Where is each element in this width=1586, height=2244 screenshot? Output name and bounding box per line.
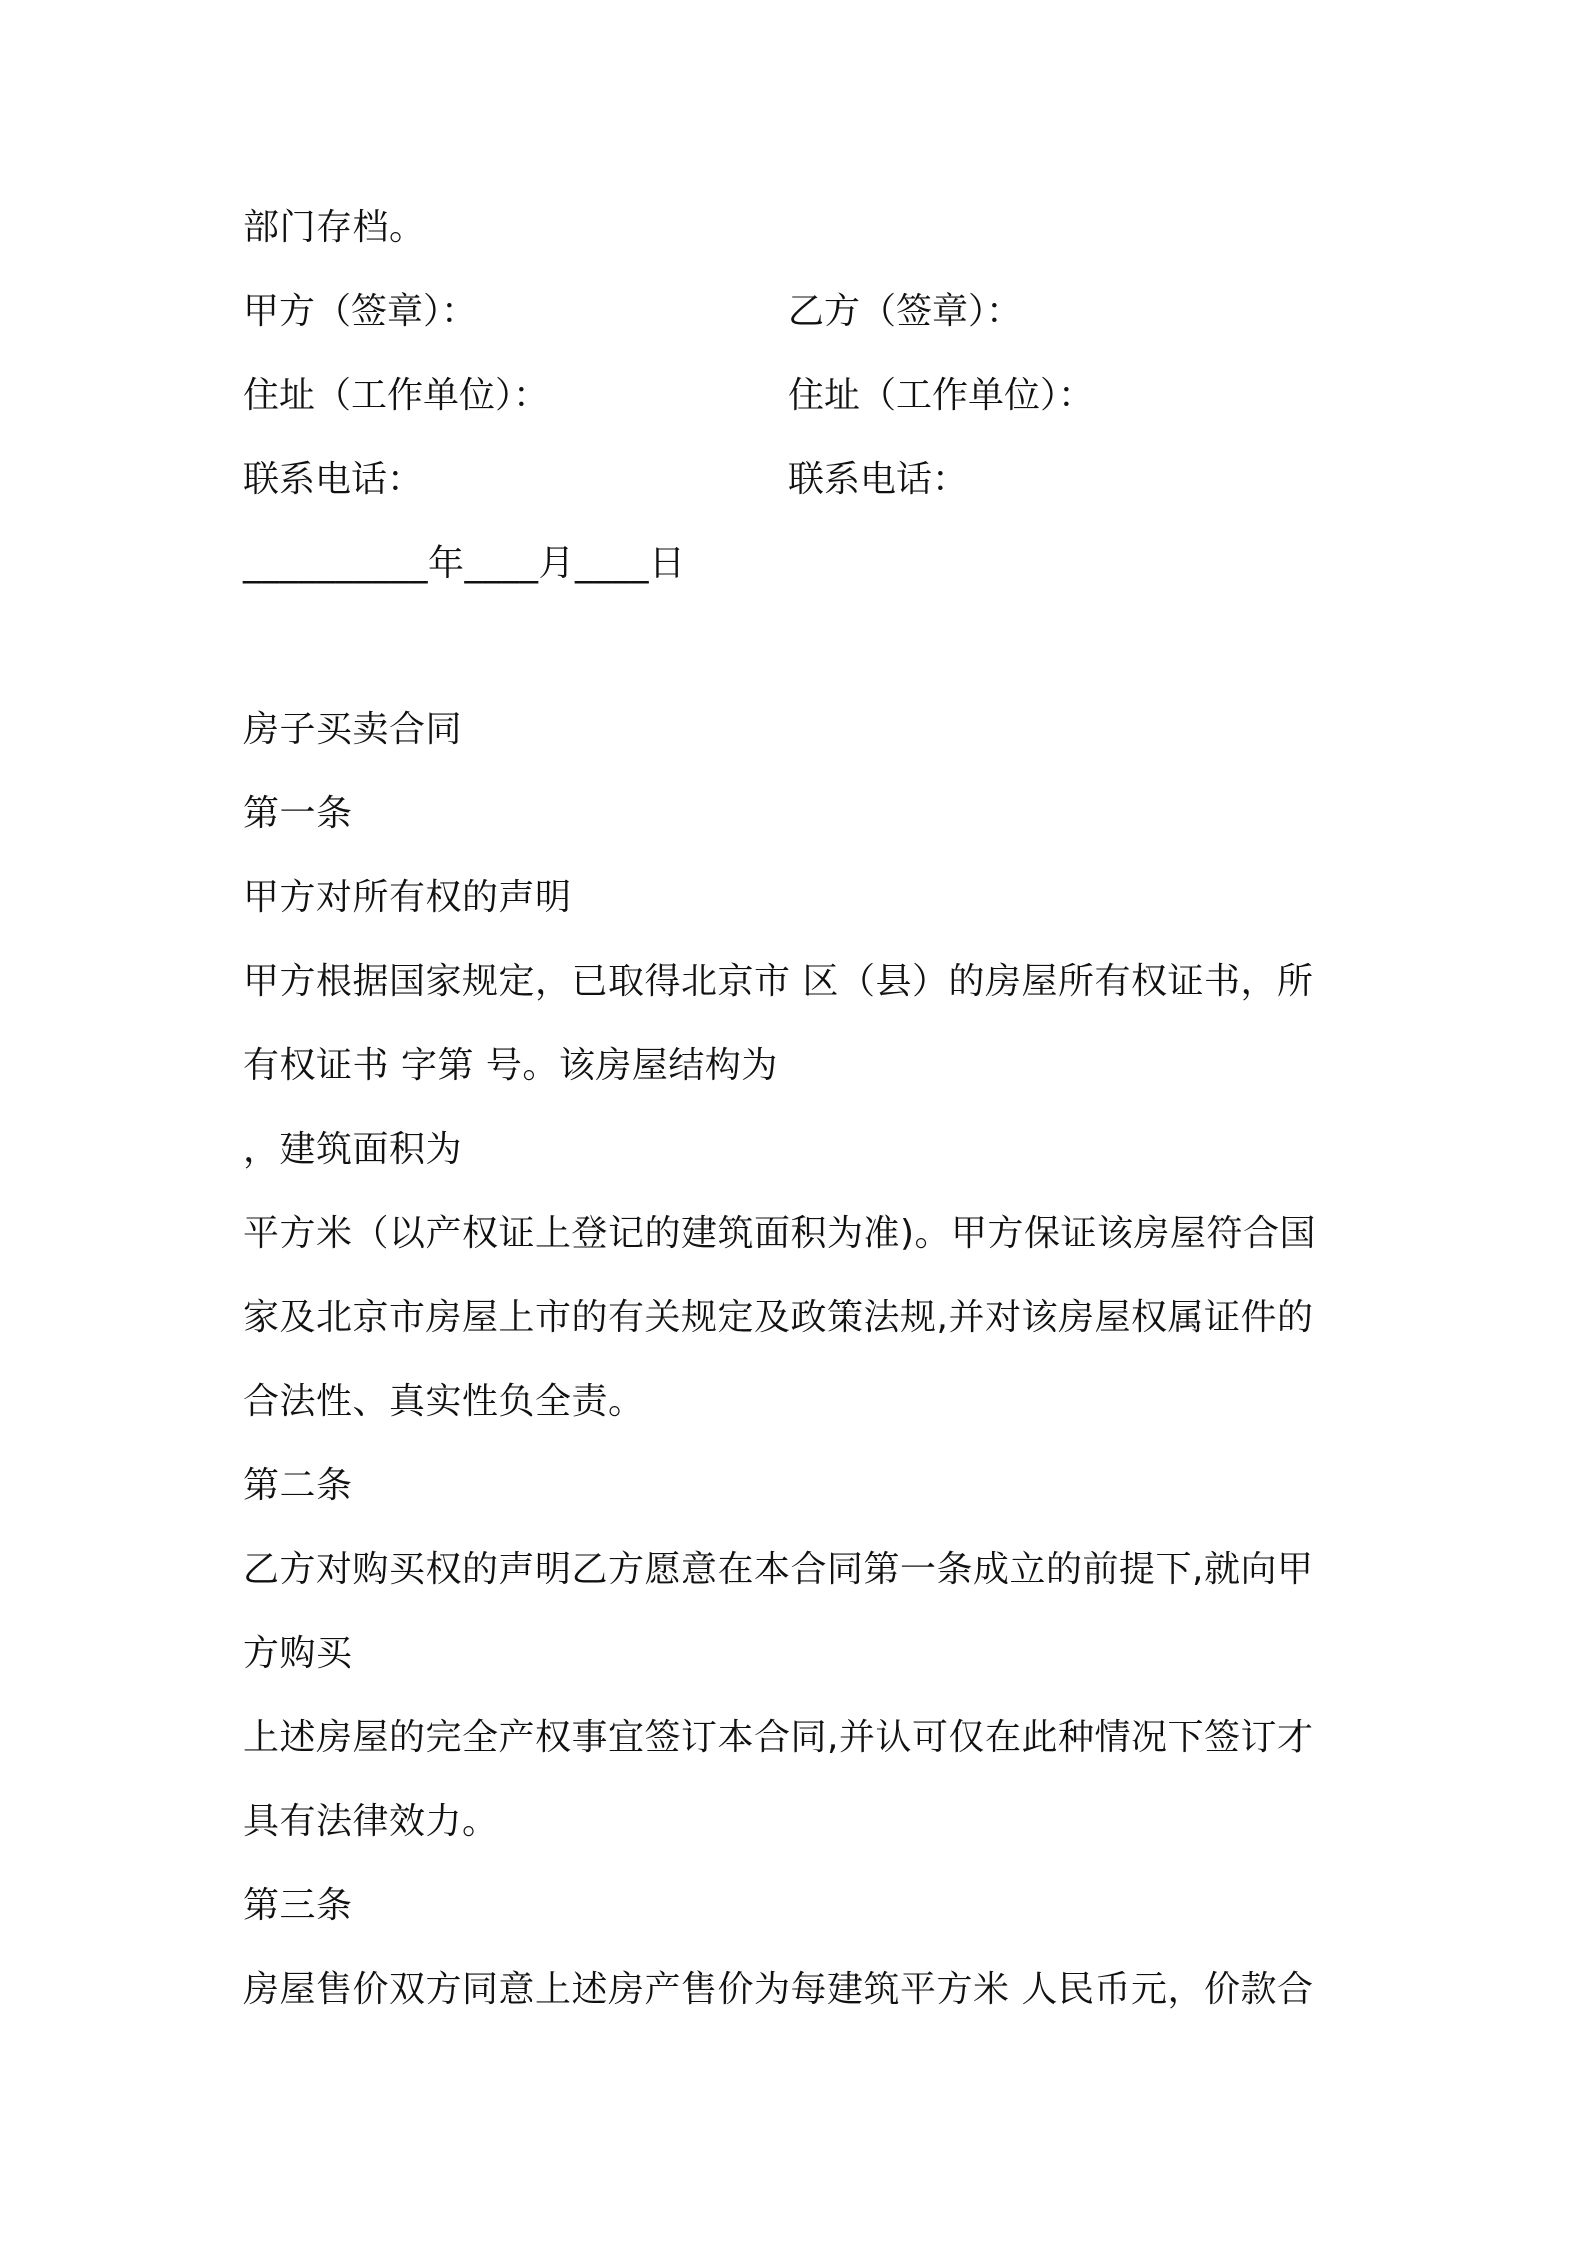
article2-line: 方购买 xyxy=(243,1633,353,1674)
article1-line: ，建筑面积为 xyxy=(243,1129,463,1170)
article2-line: 乙方对购买权的声明乙方愿意在本合同第一条成立的前提下,就向甲 xyxy=(243,1549,1314,1590)
article3-heading: 第三条 xyxy=(243,1885,353,1926)
article2-heading: 第二条 xyxy=(243,1465,353,1506)
article1-line: 平方米（以产权证上登记的建筑面积为准)。甲方保证该房屋符合国 xyxy=(243,1213,1317,1254)
article1-subheading: 甲方对所有权的声明 xyxy=(243,877,572,918)
intro-line: 部门存档。 xyxy=(243,207,426,248)
article1-line: 家及北京市房屋上市的有关规定及政策法规,并对该房屋权属证件的 xyxy=(243,1297,1314,1338)
article1-line: 甲方根据国家规定，已取得北京市 区（县）的房屋所有权证书，所 xyxy=(243,961,1314,1002)
date-line: __________年____月____日 xyxy=(243,543,686,584)
article1-line: 合法性、真实性负全责。 xyxy=(243,1381,645,1422)
article3-line: 房屋售价双方同意上述房产售价为每建筑平方米 人民币元，价款合 xyxy=(243,1969,1314,2010)
party-b-sign-label: 乙方（签章）： xyxy=(788,291,1023,332)
contract-title: 房子买卖合同 xyxy=(243,709,463,750)
party-a-phone-label: 联系电话： xyxy=(243,459,424,500)
party-a-address-label: 住址（工作单位）： xyxy=(243,375,550,416)
article1-line: 有权证书 字第 号。该房屋结构为 xyxy=(243,1045,778,1086)
article1-heading: 第一条 xyxy=(243,793,353,834)
party-b-address-label: 住址（工作单位）： xyxy=(788,375,1095,416)
article2-line: 具有法律效力。 xyxy=(243,1801,499,1842)
party-b-phone-label: 联系电话： xyxy=(788,459,969,500)
party-a-sign-label: 甲方（签章）： xyxy=(243,291,478,332)
article2-line: 上述房屋的完全产权事宜签订本合同,并认可仅在此种情况下签订才 xyxy=(243,1717,1314,1758)
